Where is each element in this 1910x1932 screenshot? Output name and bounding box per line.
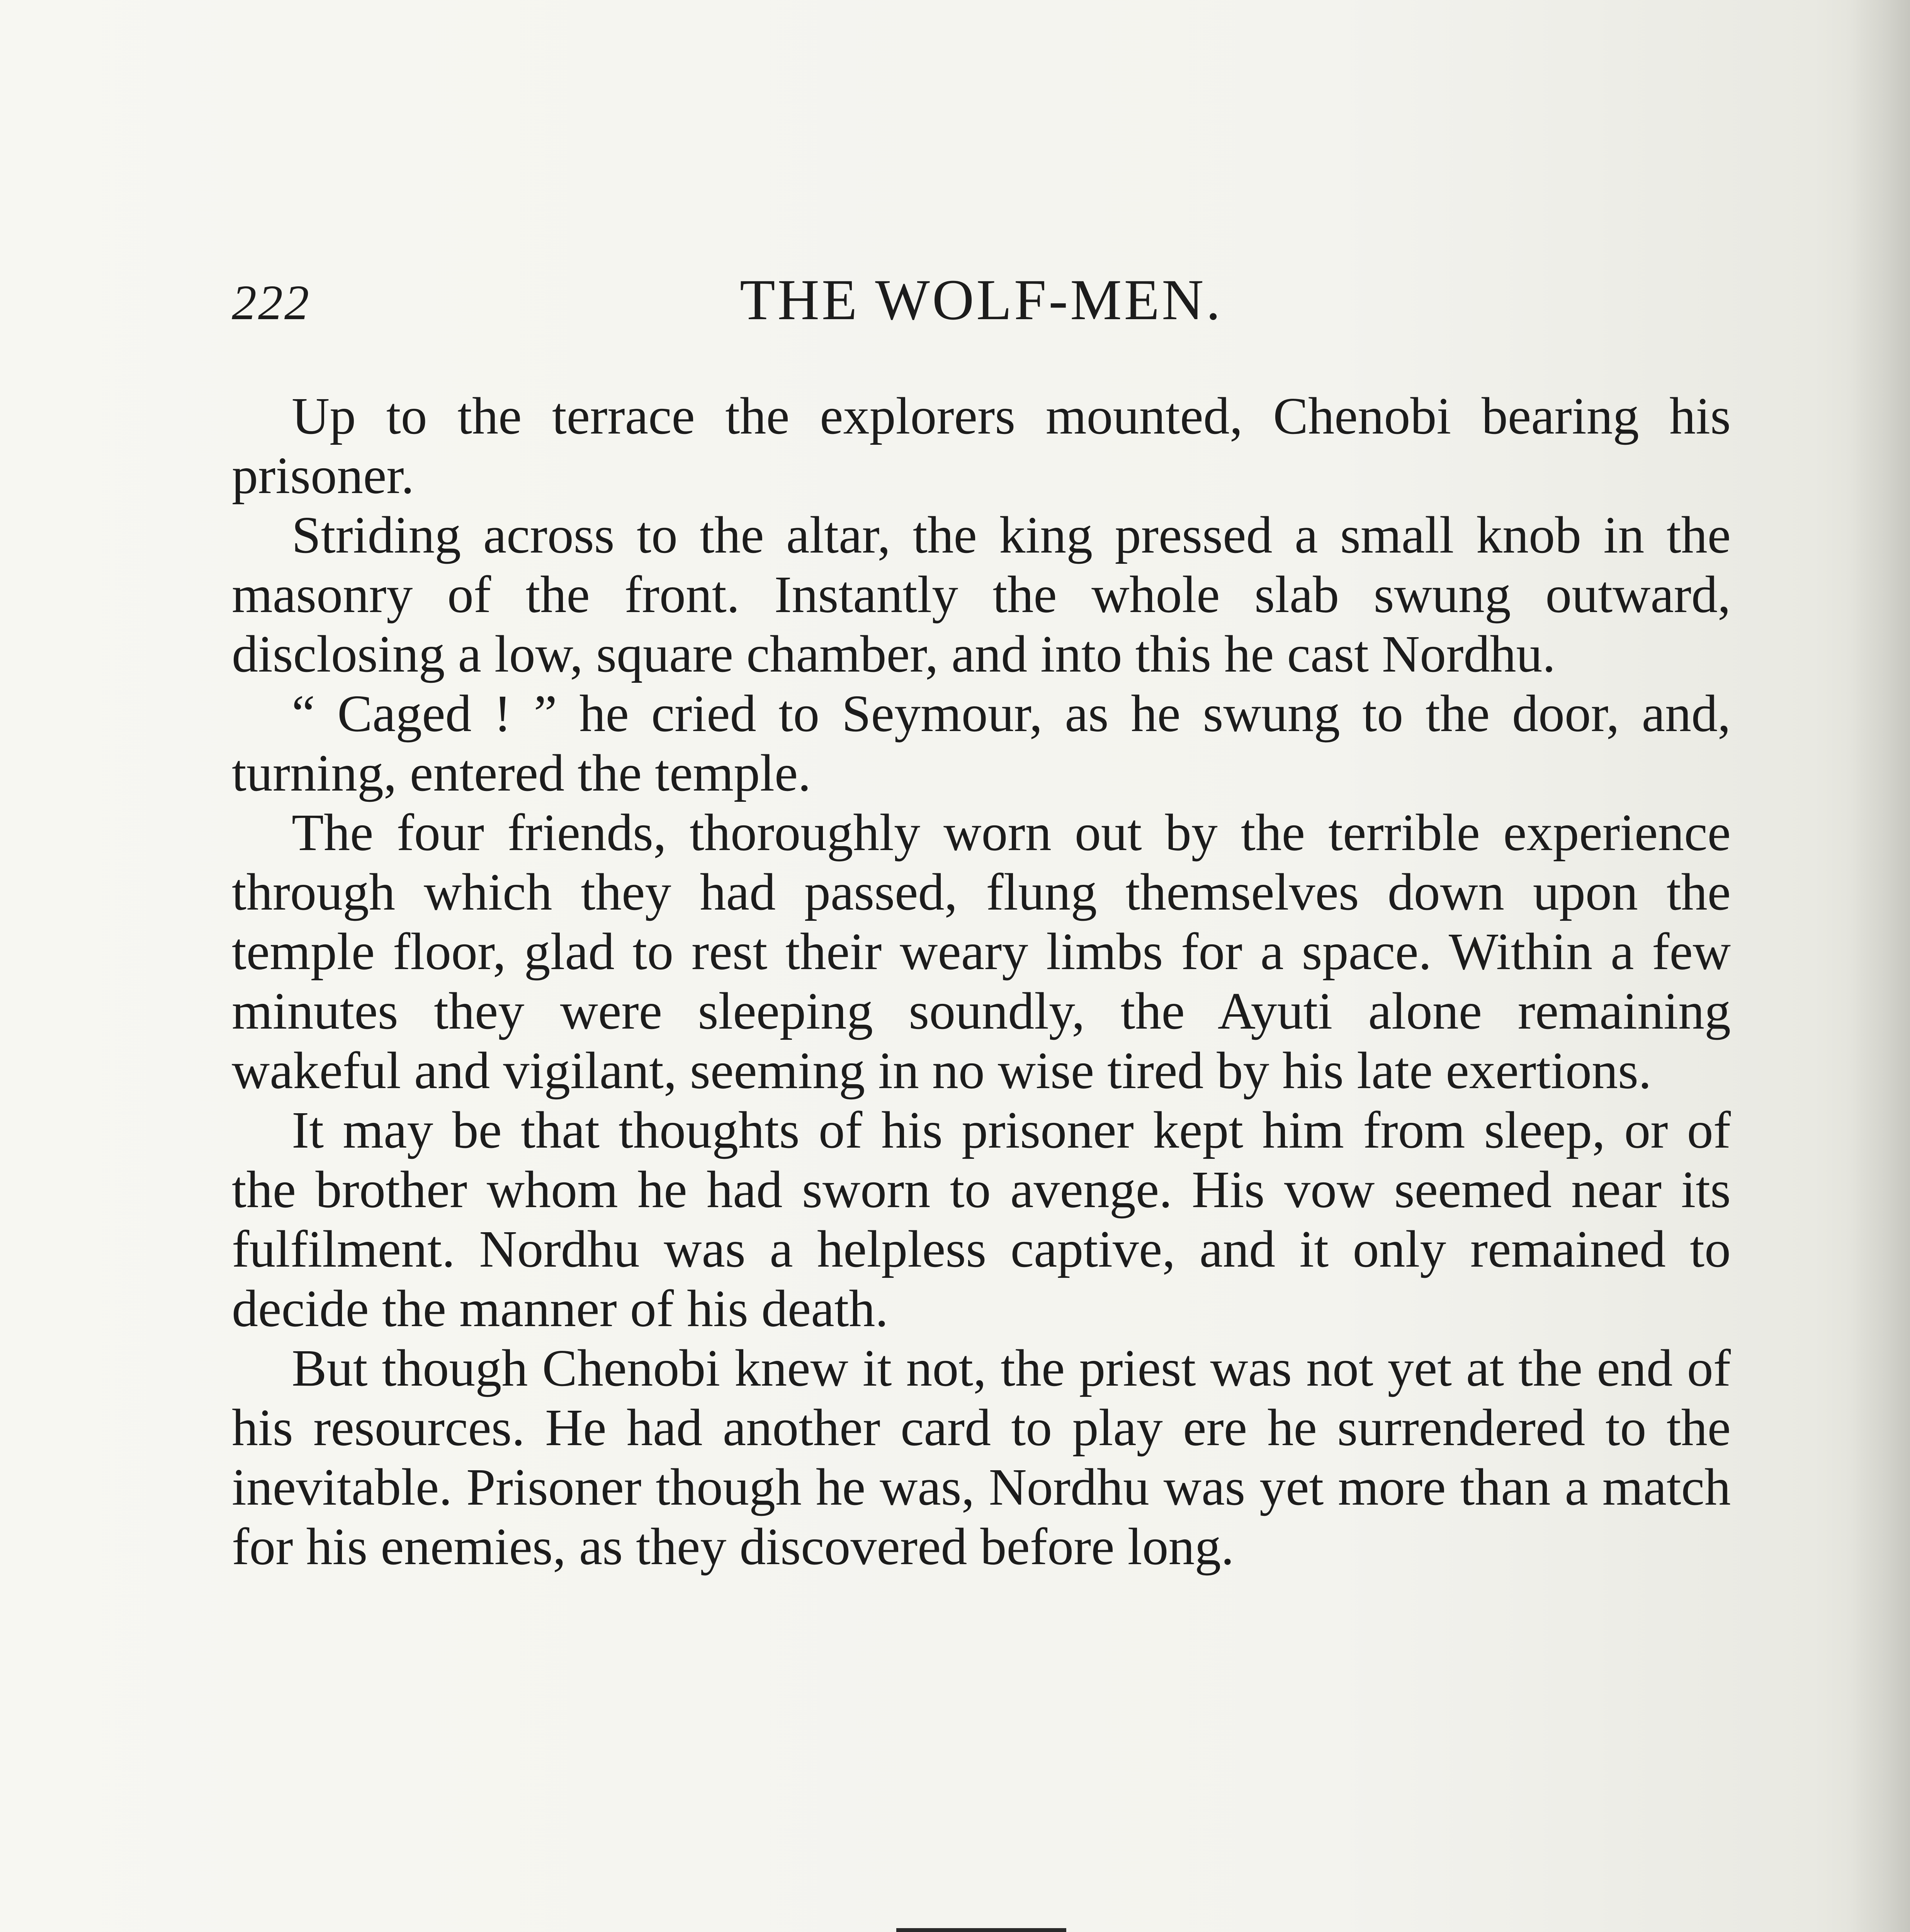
paragraph: The four friends, thoroughly worn out by the terrible experience through which they had passed, flung themselves down upon the temple floor, glad to rest their weary limbs for a space. Within a few minutes they were sleeping soundly, the Ayuti alone remaining wakeful and vigilant, seeming in no wise tired by his late exertions. bbox=[232, 804, 1731, 1100]
body-text bbox=[232, 386, 1731, 1577]
paragraph: “ Caged ! ” he cried to Seymour, as he swung to the door, and, turning, entered the temple. bbox=[232, 685, 1731, 802]
running-head: THE WOLF-MEN. bbox=[739, 268, 1223, 332]
page-header bbox=[232, 267, 1731, 344]
paragraph: But though Chenobi knew it not, the priest was not yet at the end of his resources. He had another card to play ere he surrendered to the inevitable. Prisoner though he was, Nordhu was yet more than a match for his enemies, as they discovered before long. bbox=[232, 1339, 1731, 1576]
page-edge-shadow bbox=[1848, 0, 1910, 1932]
paragraph: Striding across to the altar, the king pressed a small knob in the masonry of the front. Instantly the whole slab swung outward, disclosing a low, square chamber, and into this he cast Nordhu. bbox=[232, 506, 1731, 683]
section-divider-rule bbox=[896, 1928, 1066, 1932]
paragraph: Up to the terrace the explorers mounted, Chenobi bearing his prisoner. bbox=[232, 387, 1731, 505]
paragraph: It may be that thoughts of his prisoner kept him from sleep, or of the brother whom he had sworn to avenge. His vow seemed near its fulfilment. Nordhu was a helpless captive, and it only remained to decide the manner of his death. bbox=[232, 1101, 1731, 1338]
page-number: 222 bbox=[232, 275, 311, 330]
